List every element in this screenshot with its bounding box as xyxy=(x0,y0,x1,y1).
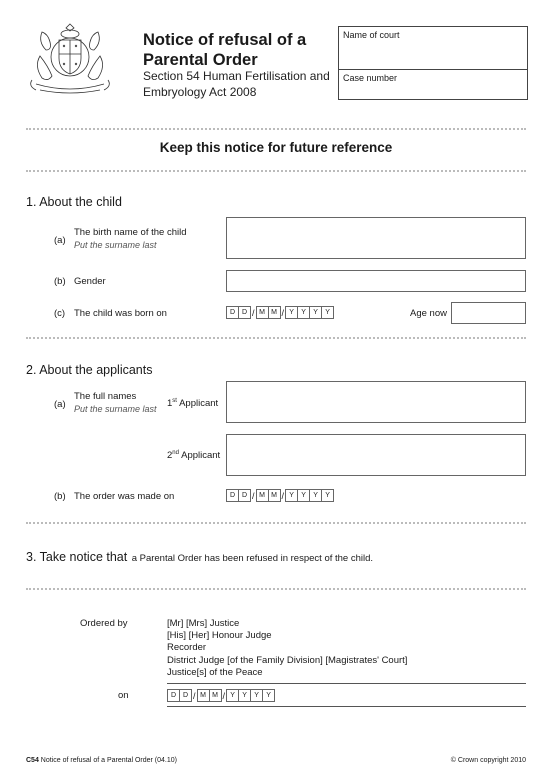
keep-notice-heading: Keep this notice for future reference xyxy=(159,140,393,155)
divider xyxy=(26,588,526,590)
section1-a-letter: (a) xyxy=(54,235,66,246)
judge-title-options: [Mr] [Mrs] Justice [His] [Her] Honour Judge Recorder District Judge [of the Family Division] [Magistrates' Court] Justice[s] of the Peace xyxy=(167,618,408,678)
gender-input[interactable] xyxy=(226,270,526,292)
section2-b-letter: (b) xyxy=(54,491,66,502)
section1-b-letter: (b) xyxy=(54,276,66,287)
court-details-box xyxy=(338,26,528,100)
section1-heading: 1. About the child xyxy=(26,195,122,209)
section3-heading: 3. Take notice that xyxy=(26,550,128,564)
section3-text: a Parental Order has been refused in respect of the child. xyxy=(131,553,374,564)
child-name-hint: Put the surname last xyxy=(74,240,157,250)
age-now-input[interactable] xyxy=(451,302,526,324)
gender-label: Gender xyxy=(74,276,106,287)
court-name-field[interactable] xyxy=(339,27,527,70)
copyright-notice: © Crown copyright 2010 xyxy=(450,757,526,764)
section2-a-letter: (a) xyxy=(54,399,66,410)
divider xyxy=(26,128,526,130)
order-made-on-label: The order was made on xyxy=(74,491,175,502)
on-label: on xyxy=(118,690,129,701)
divider xyxy=(26,170,526,172)
footer-form-label xyxy=(26,757,177,764)
form-title-footer: Notice of refusal of a Parental Order (04.10) xyxy=(40,757,177,764)
form-code: C54 xyxy=(26,757,39,764)
take-notice-statement xyxy=(26,548,373,566)
signature-line[interactable] xyxy=(167,683,526,684)
child-name-label: The birth name of the child xyxy=(74,227,187,238)
court-name-label: Name of court xyxy=(343,30,400,40)
divider xyxy=(26,337,526,339)
royal-coat-of-arms-logo xyxy=(26,20,114,98)
full-names-hint: Put the surname last xyxy=(74,404,157,414)
case-number-field[interactable] xyxy=(339,70,527,86)
ordered-by-label: Ordered by xyxy=(80,618,128,629)
date-line xyxy=(167,706,526,707)
form-subtitle: Section 54 Human Fertilisation and Embryology Act 2008 xyxy=(143,69,330,99)
child-birth-name-input[interactable] xyxy=(226,217,526,259)
full-names-label: The full names xyxy=(74,391,137,402)
case-number-label: Case number xyxy=(343,73,398,83)
applicant2-label: 2nd Applicant xyxy=(167,450,221,462)
applicant1-label: 1st Applicant xyxy=(167,398,219,410)
born-on-label: The child was born on xyxy=(74,308,167,319)
ordered-date-input[interactable]: D D / M M / Y Y Y Y xyxy=(167,689,275,702)
divider xyxy=(26,522,526,524)
applicant2-name-input[interactable] xyxy=(226,434,526,476)
form-title: Notice of refusal of a Parental Order xyxy=(143,31,307,69)
section2-heading: 2. About the applicants xyxy=(26,363,153,377)
age-now-label: Age now xyxy=(410,308,447,319)
birth-date-input[interactable]: D D / M M / Y Y Y Y xyxy=(226,306,334,319)
order-date-input[interactable]: D D / M M / Y Y Y Y xyxy=(226,489,334,502)
applicant1-name-input[interactable] xyxy=(226,381,526,423)
section1-c-letter: (c) xyxy=(54,308,66,319)
